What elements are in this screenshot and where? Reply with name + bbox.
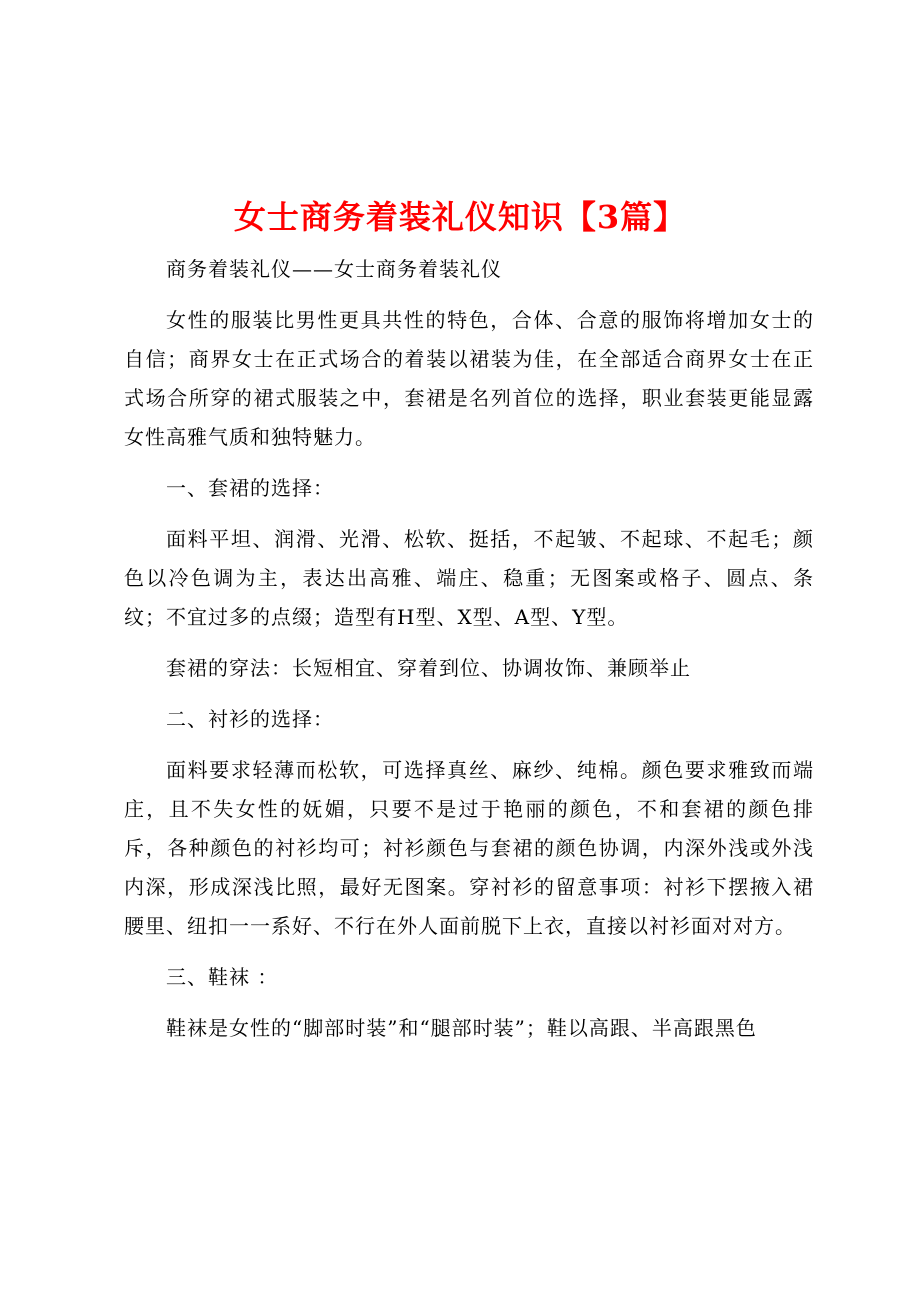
section-heading-shoes-socks: 三、鞋袜 ： — [166, 965, 279, 989]
document-body — [124, 250, 814, 1060]
section-heading-shirt: 二、衬衫的选择： — [166, 707, 334, 731]
paragraph-intro: 女性的服装比男性更具共性的特色，合体、合意的服饰将增加女士的自信；商界女士在正式场合的着装以裙装为佳，在全部适合商界女士在正式场合所穿的裙式服装之中，套裙是名列首位的选择，职业套装更能显露女性高雅气质和独特魅力。 — [124, 308, 814, 449]
section-heading-suit-skirt: 一、套裙的选择： — [166, 476, 334, 500]
document-title: 女士商务着装礼仪知识【3篇】 — [233, 198, 687, 236]
paragraph-subtitle: 商务着装礼仪——女士商务着装礼仪 — [166, 257, 502, 281]
paragraph-shoes-socks: 鞋袜是女性的“脚部时装”和“腿部时装”；鞋以高跟、半高跟黑色 — [166, 1016, 757, 1040]
paragraph-suit-skirt-fabric: 面料平坦、润滑、光滑、松软、挺括，不起皱、不起球、不起毛；颜色以冷色调为主，表达出高雅、端庄、稳重；无图案或格子、圆点、条纹；不宜过多的点缀；造型有H型、X型、A型、Y型。 — [124, 527, 814, 629]
paragraph-suit-skirt-wearing: 套裙的穿法：长短相宜、穿着到位、协调妆饰、兼顾举止 — [166, 656, 691, 680]
paragraph-shirt: 面料要求轻薄而松软，可选择真丝、麻纱、纯棉。颜色要求雅致而端庄，且不失女性的妩媚，只要不是过于艳丽的颜色，不和套裙的颜色排斥，各种颜色的衬衫均可；衬衫颜色与套裙的颜色协调，内深外浅或外浅内深，形成深浅比照，最好无图案。穿衬衫的留意事项：衬衫下摆掖入裙腰里、纽扣一一系好、不行在外人面前脱下上衣，直接以衬衫面对对方。 — [124, 758, 814, 938]
